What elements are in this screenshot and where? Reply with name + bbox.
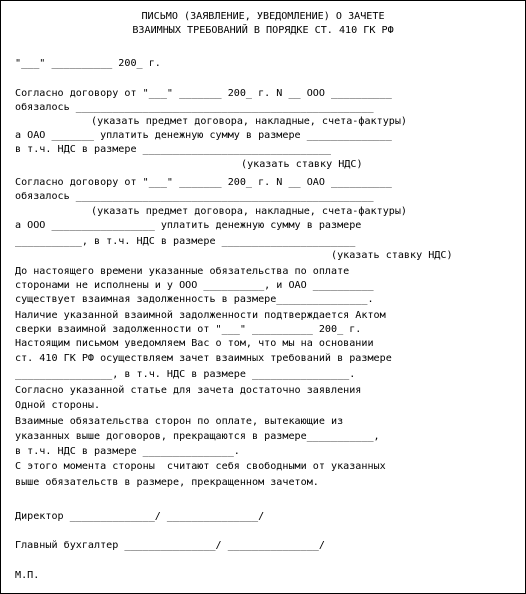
- text-line: Взаимные обязательства сторон по оплате, вытекающие из: [15, 416, 344, 427]
- text-line: в т.ч. НДС в размере _______________________________: [15, 144, 332, 155]
- text-line: обязалось _________________________________________________: [15, 102, 374, 113]
- text-line: Наличие указанной взаимной задолженности подтверждается Актом: [15, 310, 386, 321]
- text-line: а ОАО _______ уплатить денежную сумму в размере ______________: [15, 130, 392, 141]
- text-line: Согласно договору от "___" _______ 200_ г. N __ ОАО __________: [15, 177, 392, 188]
- text-line: Согласно договору от "___" _______ 200_ г. N __ ООО __________: [15, 88, 392, 99]
- text-line: ___________, в т.ч. НДС в размере ______________________: [15, 236, 356, 247]
- text-line: обязалось _________________________________________________: [15, 191, 374, 202]
- hint-line: (указать ставку НДС): [241, 159, 363, 170]
- text-line: указанных выше договоров, прекращаются в размере___________,: [15, 431, 380, 442]
- text-line: До настоящего времени указанные обязательства по оплате: [15, 266, 350, 277]
- director-signature-line: Директор ______________/ _______________/: [15, 511, 265, 522]
- text-line: сторонами не исполнены и у ООО __________, и ОАО __________: [15, 280, 374, 291]
- text-line: существует взаимная задолженность в размере_______________.: [15, 294, 374, 305]
- seal-placeholder: М.П.: [15, 570, 40, 581]
- document-title-line-1: ПИСЬМО (ЗАЯВЛЕНИЕ, УВЕДОМЛЕНИЕ) О ЗАЧЕТЕ: [141, 11, 385, 22]
- chief-accountant-signature-line: Главный бухгалтер _______________/ _______________/: [15, 540, 325, 551]
- document-title-line-2: ВЗАИМНЫХ ТРЕБОВАНИЙ В ПОРЯДКЕ СТ. 410 ГК РФ: [132, 25, 394, 36]
- text-line: ________________, в т.ч. НДС в размере ________________.: [15, 369, 356, 380]
- text-line: ст. 410 ГК РФ осуществляем зачет взаимных требований в размере: [15, 353, 392, 364]
- hint-line: (указать ставку НДС): [331, 250, 453, 261]
- hint-line: (указать предмет договора, накладные, счета-фактуры): [91, 206, 408, 217]
- hint-line: (указать предмет договора, накладные, счета-фактуры): [91, 116, 408, 127]
- text-line: сверки взаимной задолженности от "___" __________ 200_ г.: [15, 324, 362, 335]
- text-line: Согласно указанной статье для зачета достаточно заявления: [15, 385, 362, 396]
- text-line: Одной стороны.: [15, 400, 101, 411]
- text-line: выше обязательств в размере, прекращенном зачетом.: [15, 477, 319, 488]
- text-line: а ООО _________________ уплатить денежную сумму в размере: [15, 220, 362, 231]
- text-line: в т.ч. НДС в размере _______________.: [15, 446, 240, 457]
- text-line: Настоящим письмом уведомляем Вас о том, что мы на основании: [15, 338, 374, 349]
- date-line: "___" __________ 200_ г.: [15, 58, 161, 69]
- text-line: С этого момента стороны считают себя свободными от указанных: [15, 461, 386, 472]
